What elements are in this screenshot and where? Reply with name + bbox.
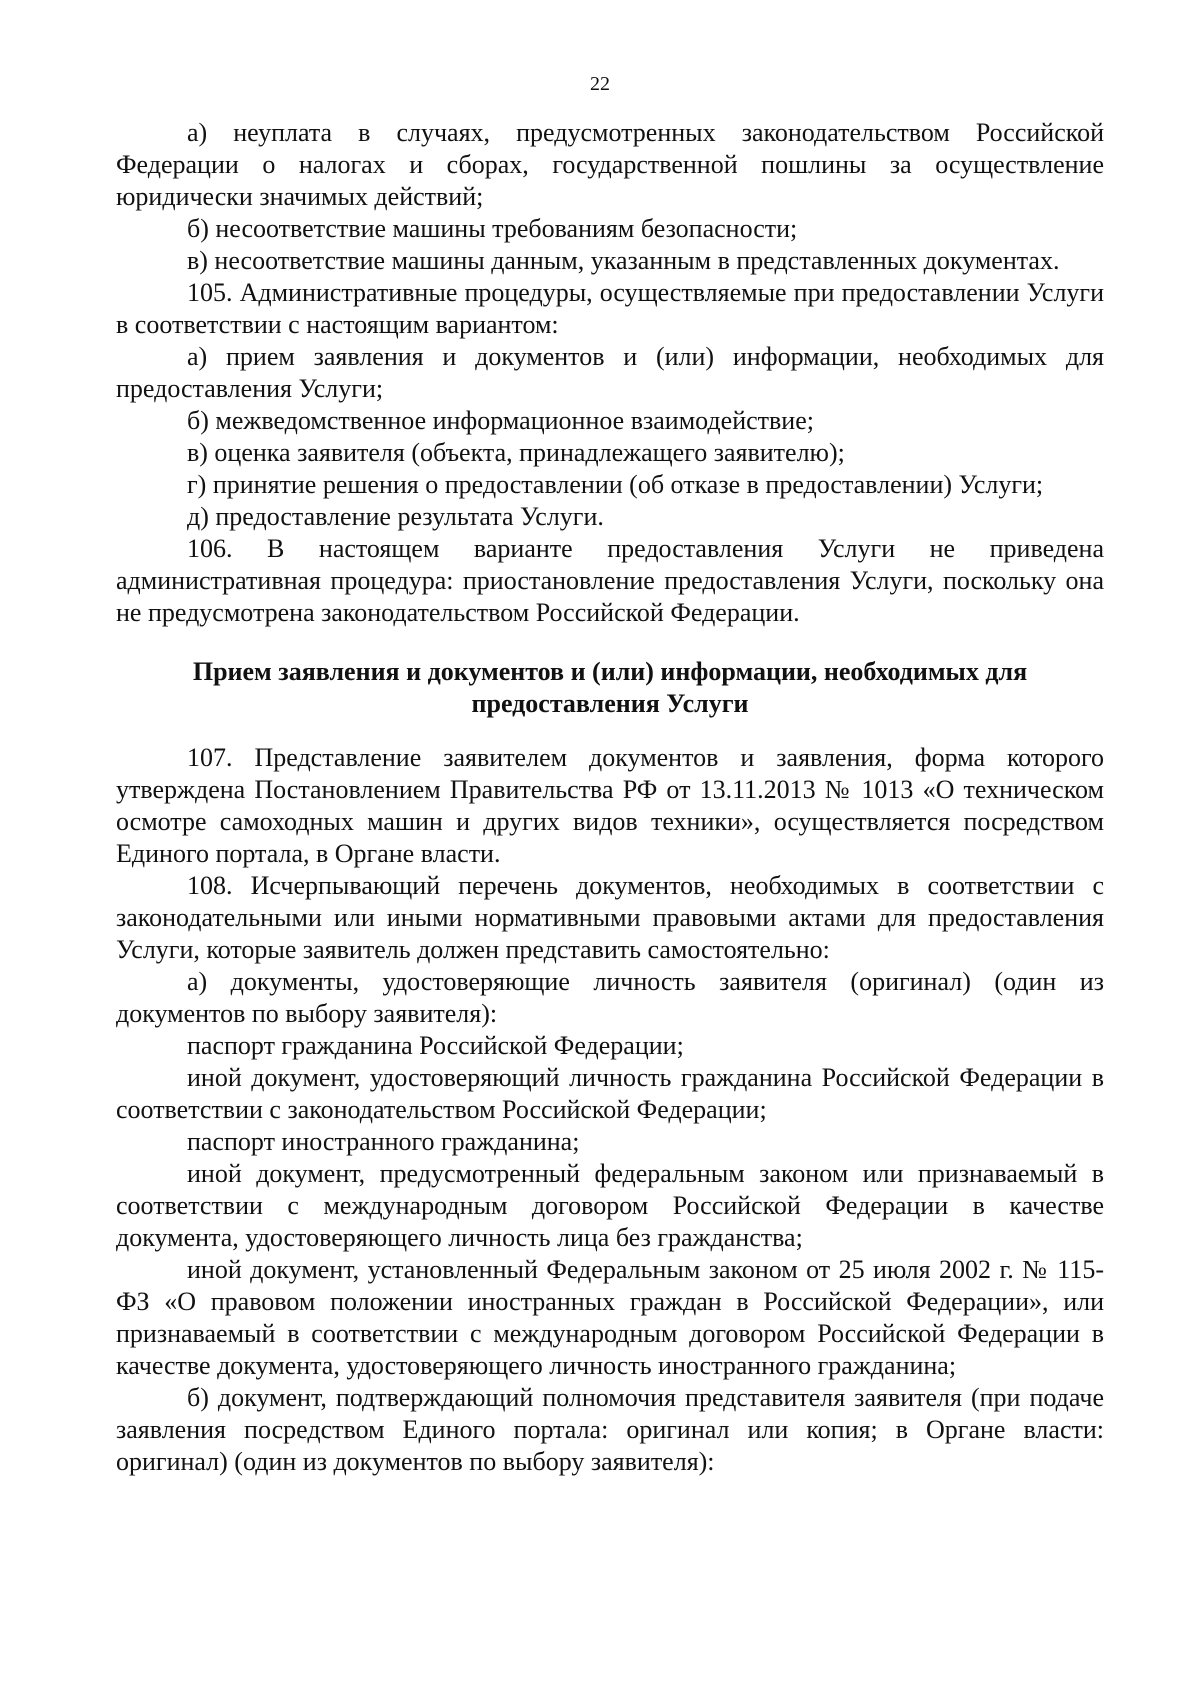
paragraph: 107. Представление заявителем документов и заявления, форма которого утверждена Постановлением Правительства РФ от 13.11.2013 № 1013 «О техническом осмотре самоходных машин и других видов техники», осуществляется посредством Единого портала, в Органе власти. [116, 743, 1104, 868]
paragraph: д) предоставление результата Услуги. [187, 502, 604, 531]
paragraph: паспорт иностранного гражданина; [187, 1127, 580, 1156]
page-number: 22 [590, 73, 610, 95]
paragraph: 105. Административные процедуры, осуществляемые при предоставлении Услуги в соответствии с настоящим вариантом: [116, 278, 1104, 339]
paragraph: в) оценка заявителя (объекта, принадлежащего заявителю); [187, 438, 845, 467]
paragraph: а) документы, удостоверяющие личность заявителя (оригинал) (один из документов по выбору заявителя): [116, 967, 1104, 1028]
paragraph: а) неуплата в случаях, предусмотренных законодательством Российской Федерации о налогах и сборах, государственной пошлины за осуществление юридически значимых действий; [116, 118, 1104, 211]
section-heading [116, 656, 1104, 720]
section-heading-line: Прием заявления и документов и (или) информации, необходимых для [192, 657, 1028, 686]
paragraph: иной документ, предусмотренный федеральным законом или признаваемый в соответствии с международным договором Российской Федерации в качестве документа, удостоверяющего личность лица без гражданства; [116, 1159, 1104, 1252]
paragraph: г) принятие решения о предоставлении (об отказе в предоставлении) Услуги; [187, 470, 1044, 499]
document-body [116, 117, 1104, 1478]
paragraph: б) межведомственное информационное взаимодействие; [187, 406, 814, 435]
paragraph: иной документ, установленный Федеральным законом от 25 июля 2002 г. № 115-ФЗ «О правовом положении иностранных граждан в Российской Федерации», или признаваемый в соответствии с международным договором Российской Федерации в качестве документа, удостоверяющего личность иностранного гражданина; [116, 1255, 1104, 1380]
paragraph: а) прием заявления и документов и (или) информации, необходимых для предоставления Услуги; [116, 342, 1104, 403]
paragraph: 108. Исчерпывающий перечень документов, необходимых в соответствии с законодательными или иными нормативными правовыми актами для предоставления Услуги, которые заявитель должен представить самостоятельно: [116, 871, 1104, 964]
paragraph: иной документ, удостоверяющий личность гражданина Российской Федерации в соответствии с законодательством Российской Федерации; [116, 1063, 1104, 1124]
paragraph: 106. В настоящем варианте предоставления Услуги не приведена административная процедура: приостановление предоставления Услуги, поскольку она не предусмотрена законодательством Российской Федерации. [116, 534, 1104, 627]
paragraph: паспорт гражданина Российской Федерации; [187, 1031, 684, 1060]
section-spacer [116, 629, 1104, 656]
paragraph: в) несоответствие машины данным, указанным в представленных документах. [187, 246, 1060, 275]
paragraph: б) несоответствие машины требованиям безопасности; [187, 214, 798, 243]
paragraph: б) документ, подтверждающий полномочия представителя заявителя (при подаче заявления посредством Единого портала: оригинал или копия; в Органе власти: оригинал) (один из документов по выбору заявителя): [116, 1383, 1104, 1476]
section-heading-line: предоставления Услуги [471, 689, 749, 718]
